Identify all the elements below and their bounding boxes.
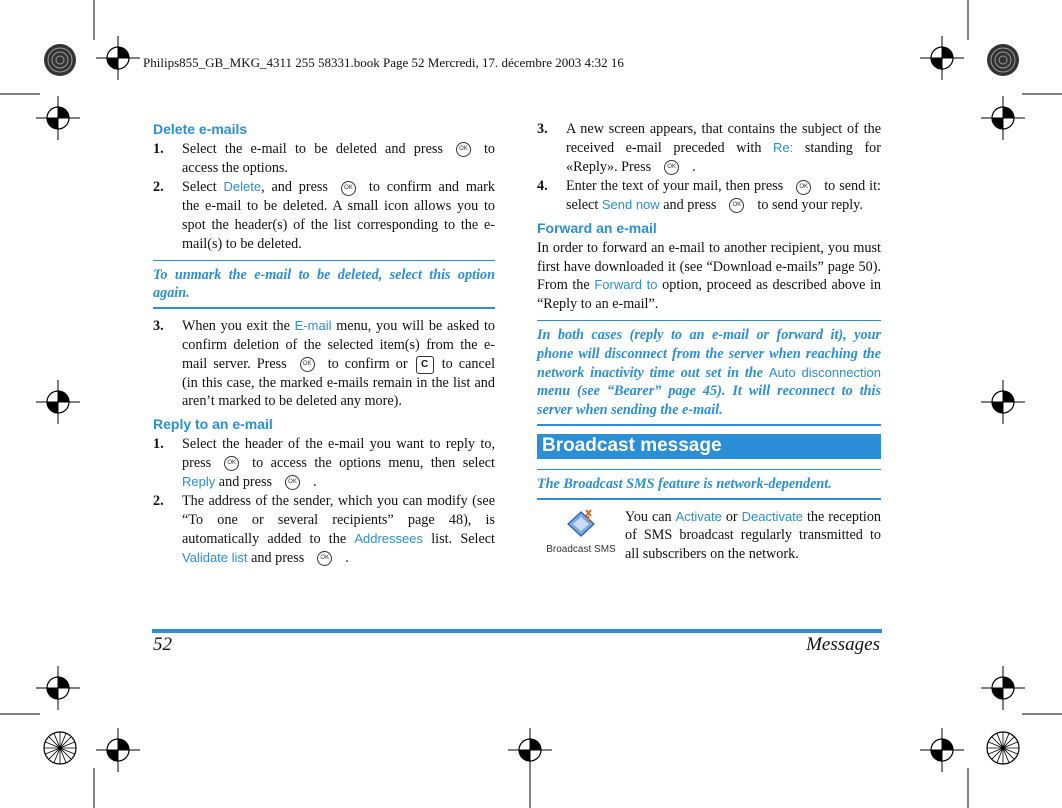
step-number: 2. (153, 179, 164, 196)
list-item (537, 177, 881, 215)
reply-steps (153, 435, 495, 568)
menu-term-reply: Reply (182, 473, 216, 489)
step-number: 3. (537, 121, 548, 137)
paragraph-text: or (725, 508, 738, 525)
step-text: to send it: select (566, 178, 881, 214)
step-text: to access the options. (182, 140, 495, 176)
menu-term-delete: Delete (223, 179, 262, 195)
step-text: and press (251, 549, 305, 566)
print-header: Philips855_GB_MKG_4311 255 58331.book Page 52 Mercredi, 17. décembre 2003 4:32 16 (143, 55, 624, 70)
ok-key-icon: OK (796, 180, 811, 195)
step-number: 2. (153, 493, 164, 510)
chapter-title: Messages (806, 634, 880, 655)
step-text: Select the e-mail to be deleted and press (182, 140, 443, 157)
ok-key-icon: OK (341, 181, 356, 196)
menu-term-auto-disconnection: Auto disconnection (768, 364, 882, 380)
step-text: , and press (261, 179, 328, 196)
menu-term-activate: Activate (675, 508, 722, 524)
menu-term-forward-to: Forward to (594, 277, 658, 293)
step-text: Enter the text of your mail, then press (566, 178, 784, 195)
footer-rule (152, 629, 882, 633)
menu-term-email: E-mail (294, 318, 332, 334)
paragraph-text: You can (625, 508, 672, 525)
menu-term-validate-list: Validate list (182, 549, 248, 565)
list-item (153, 178, 495, 253)
step-number: 3. (153, 318, 164, 335)
step-text: and press (663, 197, 717, 214)
broadcast-paragraph (625, 508, 881, 564)
step-text: list. Select (431, 530, 495, 547)
ok-key-icon: OK (729, 198, 744, 213)
ok-key-icon: OK (224, 456, 239, 471)
broadcast-block (537, 508, 881, 564)
left-column (153, 120, 495, 569)
ok-key-icon: OK (664, 160, 679, 175)
list-item (153, 317, 495, 411)
ok-key-icon: OK (456, 142, 471, 157)
step-number: 1. (153, 435, 164, 452)
heading-delete-emails: Delete e-mails (153, 121, 248, 137)
ok-key-icon: OK (285, 475, 300, 490)
ok-key-icon: OK (300, 357, 315, 372)
forward-paragraph (537, 239, 881, 314)
menu-term-deactivate: Deactivate (741, 508, 804, 524)
heading-reply-email: Reply to an e-mail (153, 416, 273, 433)
paragraph-text: option, proceed as described above in “Reply to an e-mail”. (537, 277, 882, 313)
step-text: and press (218, 473, 272, 490)
step-text: menu, you will be asked to confirm deletion of the selected item(s) from the e-mail server. Press (182, 318, 496, 372)
right-column (537, 120, 881, 564)
step-text: . (345, 549, 349, 566)
step-text: to send your reply. (757, 197, 863, 214)
list-item (153, 140, 495, 178)
list-item (153, 492, 495, 567)
page-number: 52 (153, 634, 172, 655)
step-number: 4. (537, 178, 548, 195)
step-text: The address of the sender, which you can modify (see “To one or several recipients” page 48), is automatically added to the (182, 493, 495, 547)
c-key-icon: C (416, 356, 434, 374)
broadcast-icon-label: Broadcast SMS (546, 544, 616, 556)
note-broadcast: The Broadcast SMS feature is network-dependent. (537, 469, 881, 500)
broadcast-icon-block (537, 508, 625, 564)
step-number: 1. (153, 140, 164, 157)
ok-key-icon: OK (317, 551, 332, 566)
step-text: . (692, 158, 696, 175)
step-text: . (313, 473, 317, 490)
menu-term-re: Re: (773, 139, 794, 155)
menu-term-addressees: Addressees (354, 530, 423, 546)
note-text: In both cases (reply to an e-mail or forward it), your phone will disconnect from the server when reaching the network inactivity time out set in the (537, 326, 881, 381)
step-text: When you exit the (182, 318, 290, 335)
list-item (153, 435, 495, 491)
step-text: standing for «Reply». Press (566, 139, 882, 175)
paragraph-text: the reception of SMS broadcast regularly transmitted to all subscribers on the network. (625, 508, 882, 563)
section-title-broadcast: Broadcast message (537, 434, 881, 459)
heading-forward-email: Forward an e-mail (537, 219, 657, 236)
menu-term-send-now: Send now (601, 197, 660, 213)
step-text: A new screen appears, that contains the subject of the received e-mail preceded with (566, 121, 881, 156)
note-disconnection (537, 320, 881, 426)
list-item (537, 120, 881, 176)
step-text: to confirm and mark the e-mail to be deleted. A small icon allows you to spot the header(s) of the list corresponding to the e-mail(s) to be deleted. (182, 179, 495, 252)
delete-steps (153, 140, 495, 254)
note-unmark: To unmark the e-mail to be deleted, select this option again. (153, 260, 495, 310)
step-text: Select (182, 179, 217, 196)
note-text: menu (see “Bearer” page 45). It will reconnect to this server when sending the e-mail. (537, 383, 881, 419)
step-text: Select the header of the e-mail you want to reply to, press (182, 435, 495, 471)
reply-steps-continued (537, 120, 881, 215)
paragraph-text: In order to forward an e-mail to another recipient, you must first have downloaded it (see “Download e-mails” page 50). From the (537, 239, 881, 294)
step-text: to cancel (in this case, the marked e-mails remain in the list and aren’t marked to be deleted any more). (182, 355, 496, 410)
broadcast-sms-icon (564, 508, 598, 538)
delete-steps-continued (153, 317, 495, 411)
step-text: to access the options menu, then select (252, 454, 495, 471)
step-text: to confirm or (327, 355, 408, 372)
